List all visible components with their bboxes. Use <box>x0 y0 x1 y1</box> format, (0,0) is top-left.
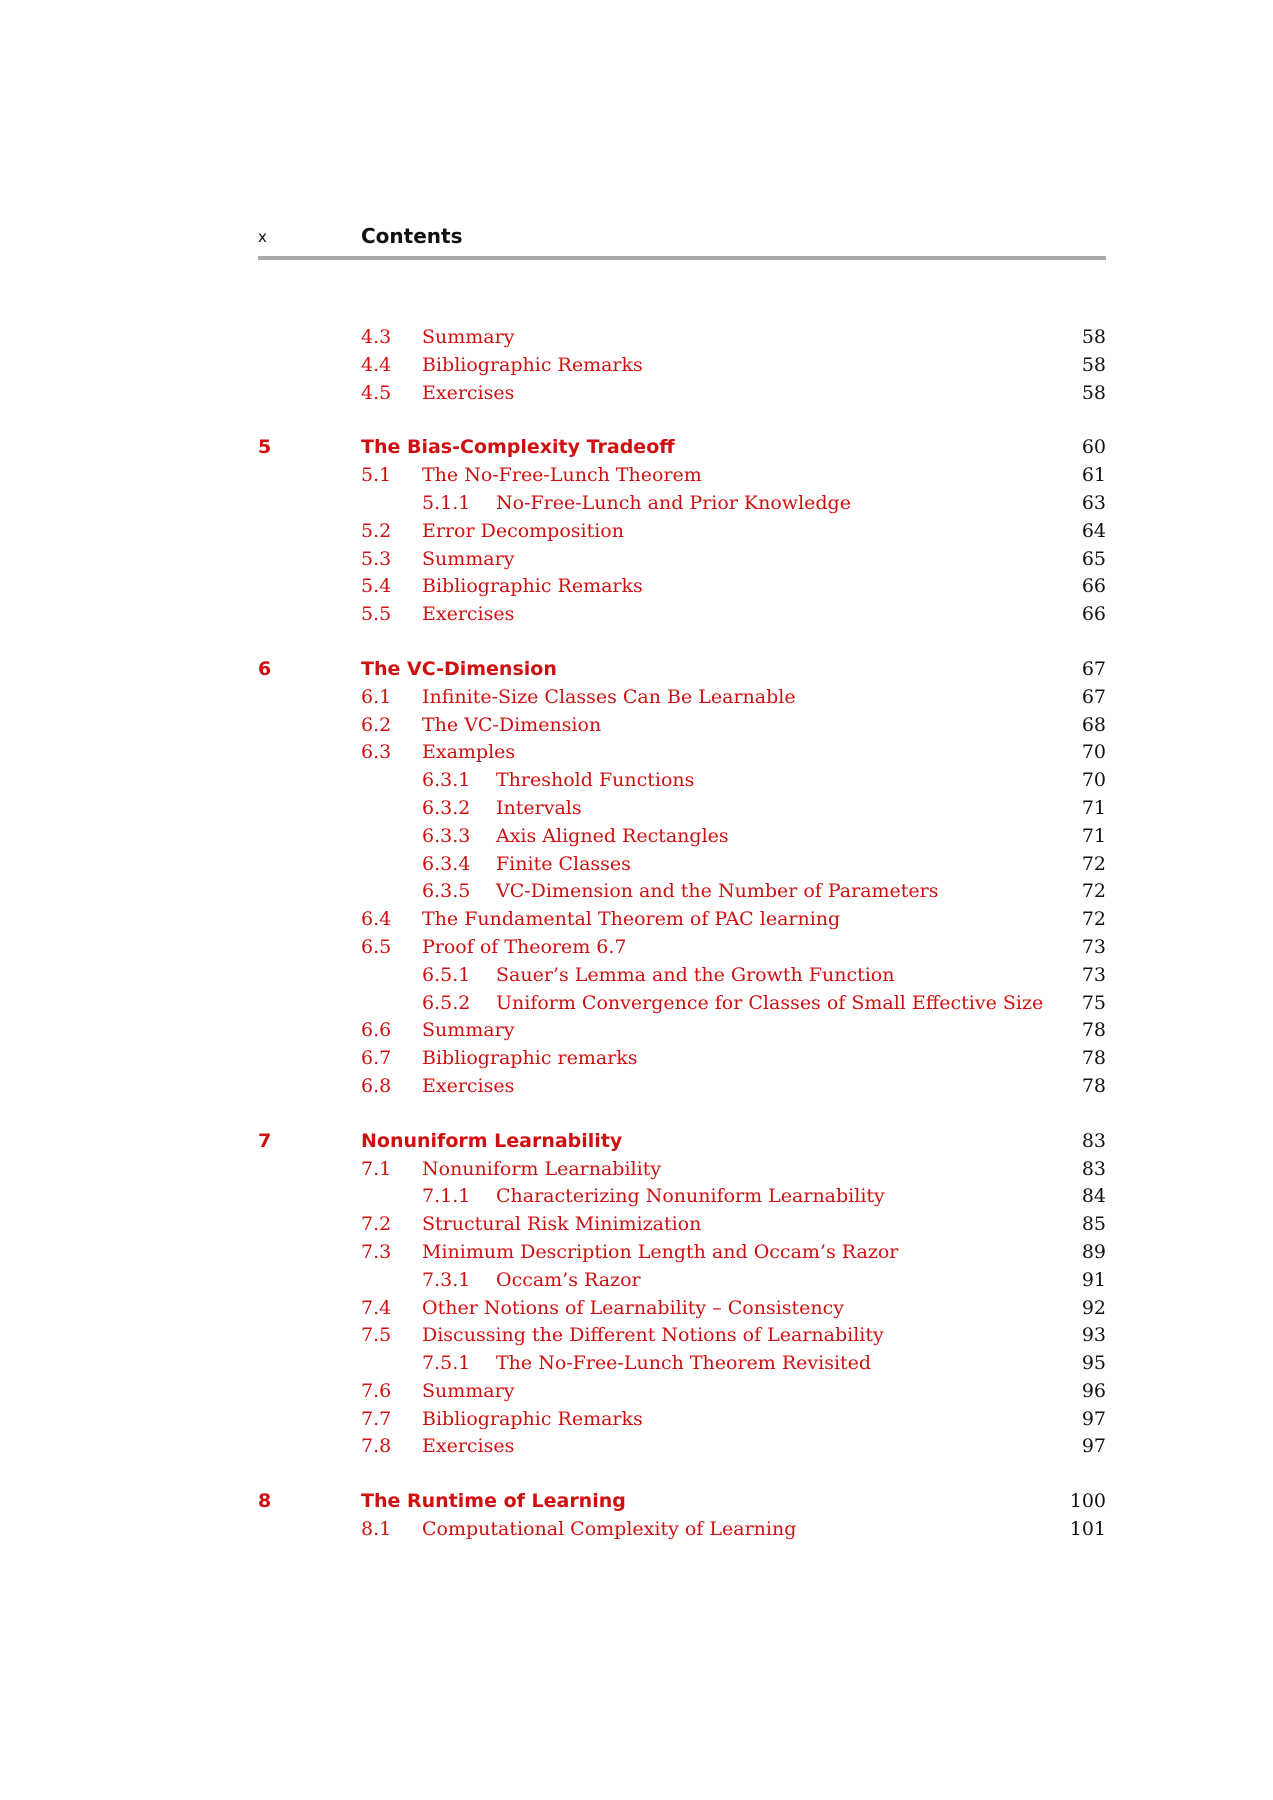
toc-entry-title[interactable]: Minimum Description Length and Occam’s Razor <box>422 1240 899 1263</box>
toc-section-entry[interactable] <box>258 1241 1106 1269</box>
toc-entry-number[interactable]: 6.5 <box>361 935 392 958</box>
toc-entry-title[interactable]: Threshold Functions <box>496 769 695 792</box>
toc-entry-number[interactable]: 5.4 <box>361 575 392 598</box>
toc-entry-number[interactable]: 5.2 <box>361 519 392 542</box>
toc-entry-page: 73 <box>1081 963 1106 986</box>
toc-entry-title[interactable]: The No-Free-Lunch Theorem <box>422 464 702 487</box>
toc-entry-page: 73 <box>1081 935 1106 958</box>
toc-section-entry[interactable] <box>258 1408 1106 1436</box>
toc-entry-page: 101 <box>1069 1518 1106 1541</box>
page-title: Contents <box>361 224 463 248</box>
toc-entry-title[interactable]: Characterizing Nonuniform Learnability <box>496 1185 885 1208</box>
toc-entry-title[interactable]: Intervals <box>496 796 582 819</box>
toc-entry-number[interactable]: 6 <box>258 657 272 680</box>
toc-entry-title[interactable]: The VC-Dimension <box>422 713 602 736</box>
toc-entry-title[interactable]: Other Notions of Learnability – Consistency <box>422 1296 845 1319</box>
toc-entry-page: 83 <box>1081 1157 1106 1180</box>
toc-entry-number[interactable]: 7.3 <box>361 1240 392 1263</box>
toc-entry-title[interactable]: Axis Aligned Rectangles <box>496 824 729 847</box>
toc-entry-title[interactable]: The Bias-Complexity Tradeoff <box>361 436 675 459</box>
toc-section-entry[interactable] <box>258 1158 1106 1186</box>
toc-entry-number[interactable]: 7.1.1 <box>422 1185 471 1208</box>
toc-entry-number[interactable]: 5.3 <box>361 547 392 570</box>
toc-entry-number[interactable]: 6.8 <box>361 1074 392 1097</box>
toc-entry-number[interactable]: 5.1 <box>361 464 392 487</box>
toc-entry-page: 78 <box>1081 1019 1106 1042</box>
toc-entry-title[interactable]: Infinite-Size Classes Can Be Learnable <box>422 685 796 708</box>
toc-entry-number[interactable]: 7.7 <box>361 1407 392 1430</box>
toc-entry-title[interactable]: Summary <box>422 1019 515 1042</box>
toc-entry-number[interactable]: 7 <box>258 1129 272 1152</box>
toc-entry-title[interactable]: Discussing the Different Notions of Learnability <box>422 1324 884 1347</box>
toc-section-entry[interactable] <box>258 464 1106 492</box>
toc-subsection-entry[interactable] <box>258 1185 1106 1213</box>
toc-entry-title[interactable]: Nonuniform Learnability <box>422 1157 662 1180</box>
toc-entry-page: 66 <box>1081 603 1106 626</box>
toc-entry-page: 65 <box>1081 547 1106 570</box>
toc-entry-title[interactable]: Summary <box>422 547 515 570</box>
toc-section-entry[interactable] <box>258 354 1106 382</box>
toc-section-entry[interactable] <box>258 1380 1106 1408</box>
toc-subsection-entry[interactable] <box>258 1269 1106 1297</box>
toc-entry-title[interactable]: Error Decomposition <box>422 519 624 542</box>
toc-entry-title[interactable]: VC-Dimension and the Number of Parameters <box>496 880 939 903</box>
toc-entry-page: 84 <box>1081 1185 1106 1208</box>
toc-entry-title[interactable]: Occam’s Razor <box>496 1268 641 1291</box>
toc-entry-page: 71 <box>1081 796 1106 819</box>
toc-section-entry[interactable] <box>258 1518 1106 1546</box>
toc-entry-page: 66 <box>1081 575 1106 598</box>
toc-entry-number[interactable]: 6.5.1 <box>422 963 471 986</box>
toc-entry-number[interactable]: 5 <box>258 436 272 459</box>
toc-entry-title[interactable]: Uniform Convergence for Classes of Small Effective Size <box>496 991 1044 1014</box>
header-rule <box>258 256 1106 260</box>
toc-subsection-entry[interactable] <box>258 825 1106 853</box>
toc-entry-page: 60 <box>1081 436 1106 459</box>
toc-entry-title[interactable]: Proof of Theorem 6.7 <box>422 935 627 958</box>
table-of-contents <box>258 326 1106 1546</box>
toc-section-entry[interactable] <box>258 326 1106 354</box>
toc-entry-page: 58 <box>1081 353 1106 376</box>
toc-entry-title[interactable]: Bibliographic Remarks <box>422 1407 643 1430</box>
toc-section-entry[interactable] <box>258 741 1106 769</box>
toc-entry-number[interactable]: 8 <box>258 1490 272 1513</box>
toc-entry-page: 89 <box>1081 1240 1106 1263</box>
toc-entry-title[interactable]: Computational Complexity of Learning <box>422 1518 797 1541</box>
toc-entry-page: 91 <box>1081 1268 1106 1291</box>
toc-subsection-entry[interactable] <box>258 853 1106 881</box>
toc-entry-number[interactable]: 4.3 <box>361 326 392 348</box>
toc-entry-page: 100 <box>1069 1490 1106 1513</box>
toc-entry-page: 96 <box>1081 1379 1106 1402</box>
toc-entry-number[interactable]: 6.3.5 <box>422 880 471 903</box>
toc-chapter-entry[interactable] <box>258 658 1106 686</box>
toc-section-entry[interactable] <box>258 575 1106 603</box>
toc-entry-number[interactable]: 7.8 <box>361 1435 392 1458</box>
toc-entry-number[interactable]: 5.1.1 <box>422 491 471 514</box>
toc-subsection-entry[interactable] <box>258 880 1106 908</box>
toc-section-entry[interactable] <box>258 520 1106 548</box>
toc-entry-number[interactable]: 6.3.4 <box>422 852 471 875</box>
toc-entry-number[interactable]: 6.3.2 <box>422 796 471 819</box>
toc-entry-title[interactable]: Summary <box>422 326 515 348</box>
toc-entry-page: 64 <box>1081 519 1106 542</box>
toc-section-entry[interactable] <box>258 686 1106 714</box>
toc-section-entry[interactable] <box>258 603 1106 631</box>
toc-entry-title[interactable]: Finite Classes <box>496 852 631 875</box>
toc-entry-number[interactable]: 6.2 <box>361 713 392 736</box>
toc-entry-number[interactable]: 6.3.1 <box>422 769 471 792</box>
toc-entry-number[interactable]: 6.3 <box>361 741 392 764</box>
toc-section-entry[interactable] <box>258 1213 1106 1241</box>
toc-entry-number[interactable]: 7.2 <box>361 1213 392 1236</box>
toc-section-entry[interactable] <box>258 548 1106 576</box>
toc-entry-page: 92 <box>1081 1296 1106 1319</box>
toc-entry-page: 67 <box>1081 657 1106 680</box>
toc-section-entry[interactable] <box>258 1435 1106 1463</box>
toc-entry-page: 70 <box>1081 741 1106 764</box>
toc-entry-number[interactable]: 6.5.2 <box>422 991 471 1014</box>
running-header <box>258 222 1106 262</box>
toc-entry-number[interactable]: 8.1 <box>361 1518 392 1541</box>
toc-entry-page: 75 <box>1081 991 1106 1014</box>
toc-entry-page: 97 <box>1081 1435 1106 1458</box>
toc-entry-page: 83 <box>1081 1129 1106 1152</box>
toc-entry-title[interactable]: Sauer’s Lemma and the Growth Function <box>496 963 895 986</box>
toc-entry-page: 70 <box>1081 769 1106 792</box>
toc-entry-number[interactable]: 7.4 <box>361 1296 392 1319</box>
page-number: x <box>258 228 267 246</box>
toc-entry-title[interactable]: Exercises <box>422 1435 515 1458</box>
toc-entry-page: 68 <box>1081 713 1106 736</box>
toc-section-entry[interactable] <box>258 908 1106 936</box>
toc-section-entry[interactable] <box>258 1047 1106 1075</box>
toc-entry-number[interactable]: 7.6 <box>361 1379 392 1402</box>
toc-entry-page: 85 <box>1081 1213 1106 1236</box>
toc-section-entry[interactable] <box>258 1297 1106 1325</box>
toc-entry-page: 78 <box>1081 1074 1106 1097</box>
toc-entry-number[interactable]: 6.1 <box>361 685 392 708</box>
toc-entry-page: 78 <box>1081 1047 1106 1070</box>
toc-subsection-entry[interactable] <box>258 769 1106 797</box>
toc-entry-page: 67 <box>1081 685 1106 708</box>
toc-entry-page: 71 <box>1081 824 1106 847</box>
toc-subsection-entry[interactable] <box>258 992 1106 1020</box>
toc-entry-title[interactable]: Exercises <box>422 381 515 404</box>
toc-entry-number[interactable]: 7.5 <box>361 1324 392 1347</box>
toc-section-entry[interactable] <box>258 382 1106 410</box>
toc-chapter-entry[interactable] <box>258 1130 1106 1158</box>
toc-entry-title[interactable]: Summary <box>422 1379 515 1402</box>
toc-subsection-entry[interactable] <box>258 964 1106 992</box>
toc-entry-page: 97 <box>1081 1407 1106 1430</box>
toc-entry-number[interactable]: 4.4 <box>361 353 392 376</box>
toc-subsection-entry[interactable] <box>258 1352 1106 1380</box>
toc-subsection-entry[interactable] <box>258 492 1106 520</box>
toc-entry-title[interactable]: The Runtime of Learning <box>361 1490 626 1513</box>
toc-entry-title[interactable]: The VC-Dimension <box>361 657 557 680</box>
toc-section-entry[interactable] <box>258 1019 1106 1047</box>
toc-entry-title[interactable]: Bibliographic Remarks <box>422 575 643 598</box>
toc-entry-page: 93 <box>1081 1324 1106 1347</box>
toc-entry-number[interactable]: 6.7 <box>361 1047 392 1070</box>
toc-section-entry[interactable] <box>258 936 1106 964</box>
toc-entry-title[interactable]: Exercises <box>422 603 515 626</box>
toc-subsection-entry[interactable] <box>258 797 1106 825</box>
toc-entry-page: 58 <box>1081 326 1106 348</box>
toc-entry-number[interactable]: 6.3.3 <box>422 824 471 847</box>
toc-entry-page: 61 <box>1081 464 1106 487</box>
toc-chapter-entry[interactable] <box>258 436 1106 464</box>
toc-entry-number[interactable]: 7.3.1 <box>422 1268 471 1291</box>
toc-entry-title[interactable]: Nonuniform Learnability <box>361 1129 623 1152</box>
toc-entry-title[interactable]: No-Free-Lunch and Prior Knowledge <box>496 491 851 514</box>
toc-entry-page: 72 <box>1081 880 1106 903</box>
toc-entry-page: 72 <box>1081 852 1106 875</box>
toc-entry-title[interactable]: The Fundamental Theorem of PAC learning <box>422 908 841 931</box>
toc-entry-number[interactable]: 6.6 <box>361 1019 392 1042</box>
toc-entry-number[interactable]: 7.5.1 <box>422 1352 471 1375</box>
toc-section-entry[interactable] <box>258 1324 1106 1352</box>
toc-entry-title[interactable]: Bibliographic Remarks <box>422 353 643 376</box>
toc-entry-title[interactable]: Examples <box>422 741 516 764</box>
toc-chapter-entry[interactable] <box>258 1490 1106 1518</box>
toc-section-entry[interactable] <box>258 714 1106 742</box>
toc-entry-page: 72 <box>1081 908 1106 931</box>
toc-entry-number[interactable]: 6.4 <box>361 908 392 931</box>
toc-entry-number[interactable]: 4.5 <box>361 381 392 404</box>
toc-entry-page: 95 <box>1081 1352 1106 1375</box>
toc-entry-title[interactable]: The No-Free-Lunch Theorem Revisited <box>496 1352 872 1375</box>
toc-entry-title[interactable]: Bibliographic remarks <box>422 1047 638 1070</box>
toc-entry-title[interactable]: Structural Risk Minimization <box>422 1213 702 1236</box>
toc-entry-number[interactable]: 5.5 <box>361 603 392 626</box>
toc-entry-page: 63 <box>1081 491 1106 514</box>
toc-entry-page: 58 <box>1081 381 1106 404</box>
toc-entry-number[interactable]: 7.1 <box>361 1157 392 1180</box>
toc-section-entry[interactable] <box>258 1075 1106 1103</box>
toc-entry-title[interactable]: Exercises <box>422 1074 515 1097</box>
